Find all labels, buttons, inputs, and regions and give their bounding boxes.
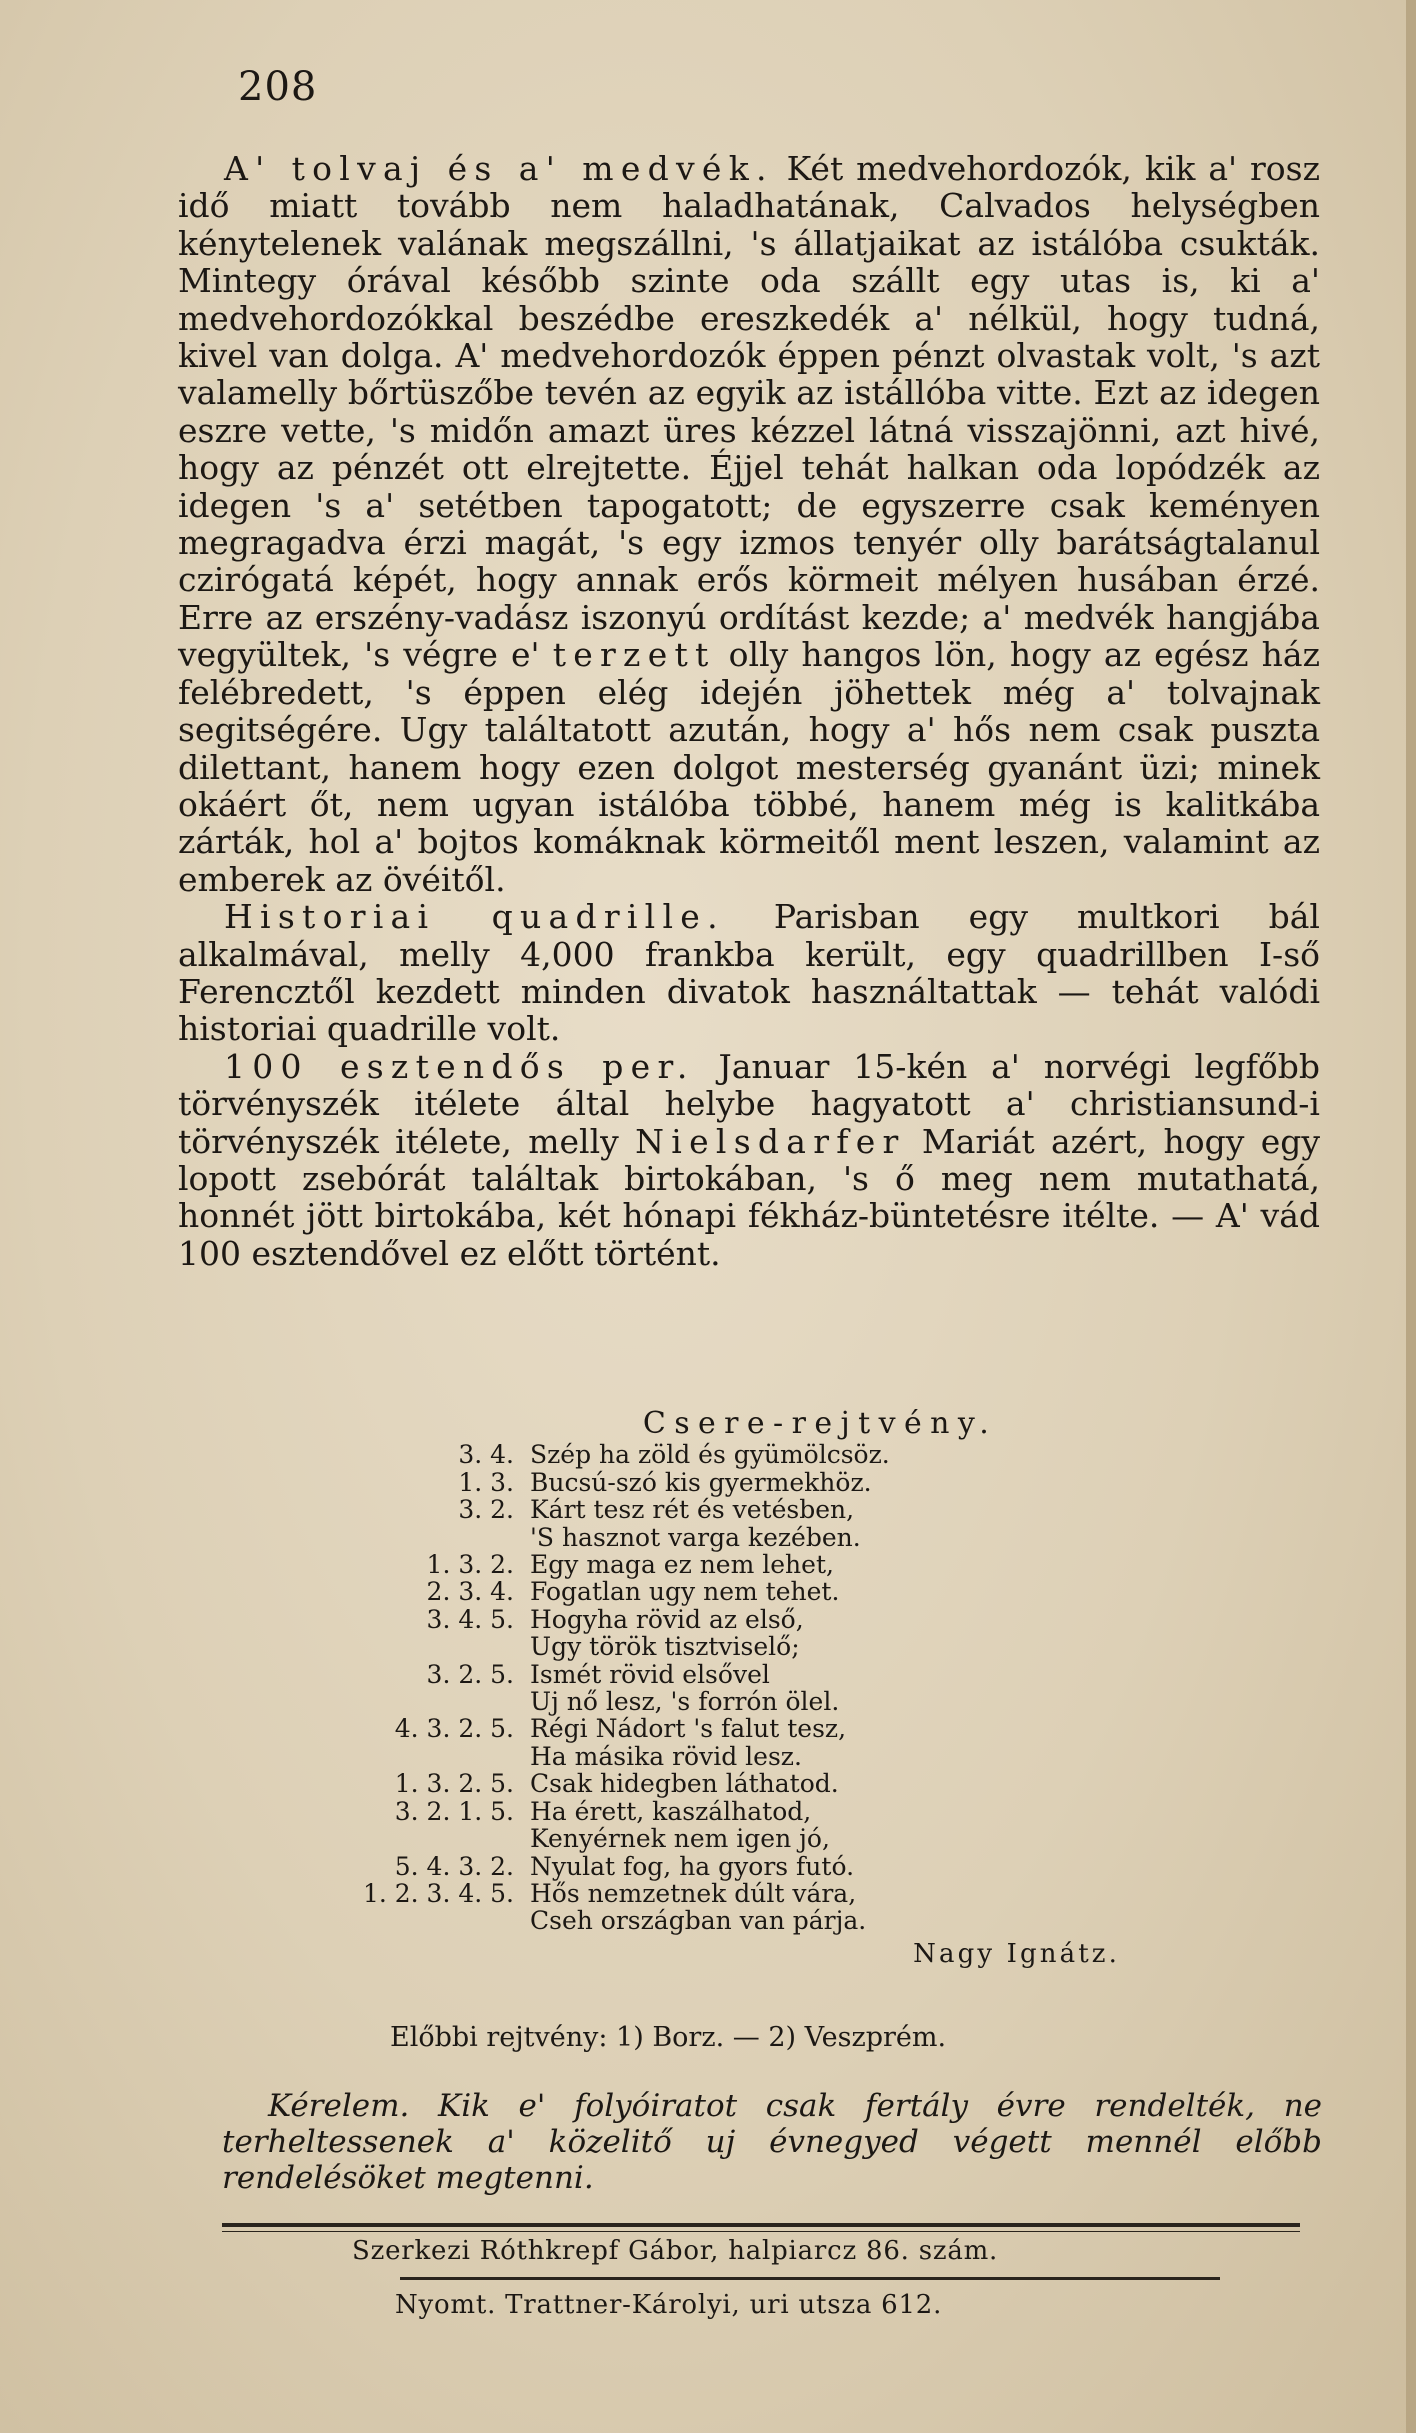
puzzle-line-text: Kenyérnek nem igen jó, xyxy=(530,1824,830,1854)
puzzle-line xyxy=(330,1907,1270,1934)
puzzle-line xyxy=(330,1715,1270,1742)
puzzle-line-numbers: 3. 2. 1. 5. xyxy=(394,1796,514,1826)
puzzle-line-text: Uj nő lesz, 's forrón ölel. xyxy=(530,1687,840,1717)
footer-rule-thick xyxy=(222,2223,1300,2227)
puzzle-line-text: Fogatlan ugy nem tehet. xyxy=(530,1577,840,1607)
puzzle-line-numbers xyxy=(330,1743,530,1770)
puzzle-line-text: Ugy török tisztviselő; xyxy=(530,1632,800,1662)
article-text-continued: Mariát azért, hogy egy lopott zsebórát találtak birtokában, 's ő meg nem mutathatá, honnét jött birtokába, két hónapi fékház-büntetésre itélte. — A' vád 100 esztendővel ez előtt történt. xyxy=(178,1121,1320,1273)
footer-rule-lower xyxy=(400,2277,1220,2280)
puzzle-line-numbers: 3. 2. xyxy=(458,1495,514,1525)
puzzle-line-text: Kárt tesz rét és vetésben, xyxy=(530,1495,855,1525)
puzzle-title: Csere-rejtvény. xyxy=(642,1406,998,1441)
puzzle-line-numbers xyxy=(330,1524,530,1551)
puzzle-line-numbers xyxy=(330,1825,530,1852)
puzzle-line xyxy=(330,1798,1270,1825)
puzzle-line-text: Régi Nádort 's falut tesz, xyxy=(530,1714,847,1744)
puzzle-line xyxy=(330,1524,1270,1551)
article-column xyxy=(178,150,1320,1272)
puzzle-line xyxy=(330,1880,1270,1907)
puzzle-line-text: Ha érett, kaszálhatod, xyxy=(530,1796,812,1826)
puzzle-line xyxy=(330,1606,1270,1633)
article-historical-quadrille xyxy=(178,898,1320,1048)
article-hundred-year-lawsuit xyxy=(178,1048,1320,1272)
puzzle-line-numbers: 5. 4. 3. 2. xyxy=(394,1851,514,1881)
spaced-name: Nielsdarfer xyxy=(635,1121,906,1161)
puzzle-line xyxy=(330,1578,1270,1605)
article-text-continued: olly hangos lön, hogy az egész ház felébredett, 's éppen elég idején jöhettek még a' tolvajnak segitségére. Ugy találtatott azután, hogy a' hős nem csak puszta dilettant, hanem hogy ezen dolgot mesterség gyanánt üzi; minek okáért őt, nem ugyan istálóba többé, hanem még is kalitkába zárták, hol a' bojtos komáknak körmeitől ment leszen, valamint az emberek az övéitől. xyxy=(178,635,1320,899)
puzzle-line-numbers xyxy=(330,1688,530,1715)
puzzle-line-numbers: 1. 3. 2. xyxy=(426,1550,514,1580)
puzzle-line xyxy=(330,1633,1270,1660)
puzzle-line xyxy=(330,1853,1270,1880)
puzzle-line-numbers: 1. 3. xyxy=(458,1467,514,1497)
puzzle-line-numbers: 4. 3. 2. 5. xyxy=(394,1714,514,1744)
article-text: Két medvehordozók, kik a' rosz idő miatt tovább nem haladhatának, Calvados helységben kénytelenek valának megszállni, 's állatjaikat az istálóba csukták. Mintegy órával később szinte oda szállt egy utas is, ki a' medvehordozókkal beszédbe ereszkedék a' nélkül, hogy tudná, kivel van dolga. A' medvehordozók éppen pénzt olvastak volt, 's azt valamelly bőrtüszőbe tevén az egyik az istállóba vitte. Ezt az idegen eszre vette, 's midőn amazt üres kézzel látná visszajönni, azt hivé, hogy az pénzét ott elrejtette. Éjjel tehát halkan oda lopódzék az idegen 's a' setétben tapogatott; de egyszerre csak keményen megragadva érzi magát, 's egy izmos tenyér olly barátságtalanul czirógatá képét, hogy annak erős körmeit mélyen husában érzé. Erre az erszény-vadász iszonyú ordítást kezde; a' medvék hangjába vegyültek, 's végre e' xyxy=(178,149,1320,675)
article-title: 100 esztendős per. xyxy=(224,1046,695,1086)
puzzle-line-text: Hogyha rövid az első, xyxy=(530,1604,804,1634)
puzzle-line-text: Cseh országban van párja. xyxy=(530,1906,867,1936)
puzzle-line-text: Hős nemzetnek dúlt vára, xyxy=(530,1878,857,1908)
puzzle-line xyxy=(330,1770,1270,1797)
puzzle-line-text: Nyulat fog, ha gyors futó. xyxy=(530,1851,855,1881)
article-thief-and-bears xyxy=(178,150,1320,898)
puzzle-line-text: Bucsú-szó kis gyermekhöz. xyxy=(530,1467,872,1497)
puzzle-line xyxy=(330,1496,1270,1523)
puzzle-line xyxy=(330,1551,1270,1578)
puzzle-line xyxy=(330,1688,1270,1715)
page-number: 208 xyxy=(238,64,318,110)
puzzle-line-text: Szép ha zöld és gyümölcsöz. xyxy=(530,1440,890,1470)
puzzle-line-numbers: 3. 4. xyxy=(458,1440,514,1470)
page-edge-shadow xyxy=(1406,0,1416,2433)
puzzle-line-numbers: 1. 2. 3. 4. 5. xyxy=(362,1878,514,1908)
puzzle-line-numbers: 3. 4. 5. xyxy=(426,1604,514,1634)
puzzle-line xyxy=(330,1661,1270,1688)
article-text: Parisban egy multkori bál alkalmával, melly 4,000 frankba került, egy quadrillben I-ső Ferencztől kezdett minden divatok használtattak — tehát valódi historiai quadrille volt. xyxy=(178,897,1320,1049)
request-text: Kik e' folyóiratot csak fertály évre rendelték, ne terheltessenek a' közelitő uj évnegyed végett mennél előbb rendelésöket megtenni. xyxy=(222,2088,1322,2196)
previous-puzzle-answer: Előbbi rejtvény: 1) Borz. — 2) Veszprém. xyxy=(390,2022,947,2053)
request-title: Kérelem. xyxy=(268,2088,410,2124)
exchange-puzzle xyxy=(330,1406,1270,1969)
article-text: Januar 15-kén a' norvégi legfőbb törvényszék itélete által helybe hagyatott a' christiansund-i törvényszék itélete, melly xyxy=(178,1046,1320,1161)
puzzle-line xyxy=(330,1743,1270,1770)
puzzle-line-text: Csak hidegben láthatod. xyxy=(530,1769,839,1799)
puzzle-line-numbers: 2. 3. 4. xyxy=(426,1577,514,1607)
puzzle-line xyxy=(330,1825,1270,1852)
puzzle-line-text: Ismét rövid elsővel xyxy=(530,1659,770,1689)
article-title: Historiai quadrille. xyxy=(224,897,725,937)
spaced-word: terzett xyxy=(552,635,716,675)
puzzle-line xyxy=(330,1441,1270,1468)
puzzle-line-numbers xyxy=(330,1633,530,1660)
printer-line: Nyomt. Trattner-Károlyi, uri utsza 612. xyxy=(395,2290,943,2320)
puzzle-line-text: Egy maga ez nem lehet, xyxy=(530,1550,834,1580)
puzzle-line-numbers: 3. 2. 5. xyxy=(426,1659,514,1689)
puzzle-line-numbers: 1. 3. 2. 5. xyxy=(394,1769,514,1799)
article-title: A' tolvaj és a' medvék. xyxy=(224,149,774,188)
puzzle-line-numbers xyxy=(330,1907,530,1934)
request-notice xyxy=(222,2088,1322,2196)
puzzle-signature: Nagy Ignátz. xyxy=(913,1938,1120,1969)
puzzle-line-text: 'S hasznot varga kezében. xyxy=(530,1522,861,1552)
editor-line: Szerkezi Róthkrepf Gábor, halpiarcz 86. szám. xyxy=(352,2236,999,2266)
footer-rule-thin xyxy=(222,2231,1300,2232)
puzzle-line-text: Ha másika rövid lesz. xyxy=(530,1741,802,1771)
puzzle-line xyxy=(330,1469,1270,1496)
puzzle-rows xyxy=(330,1441,1270,1934)
